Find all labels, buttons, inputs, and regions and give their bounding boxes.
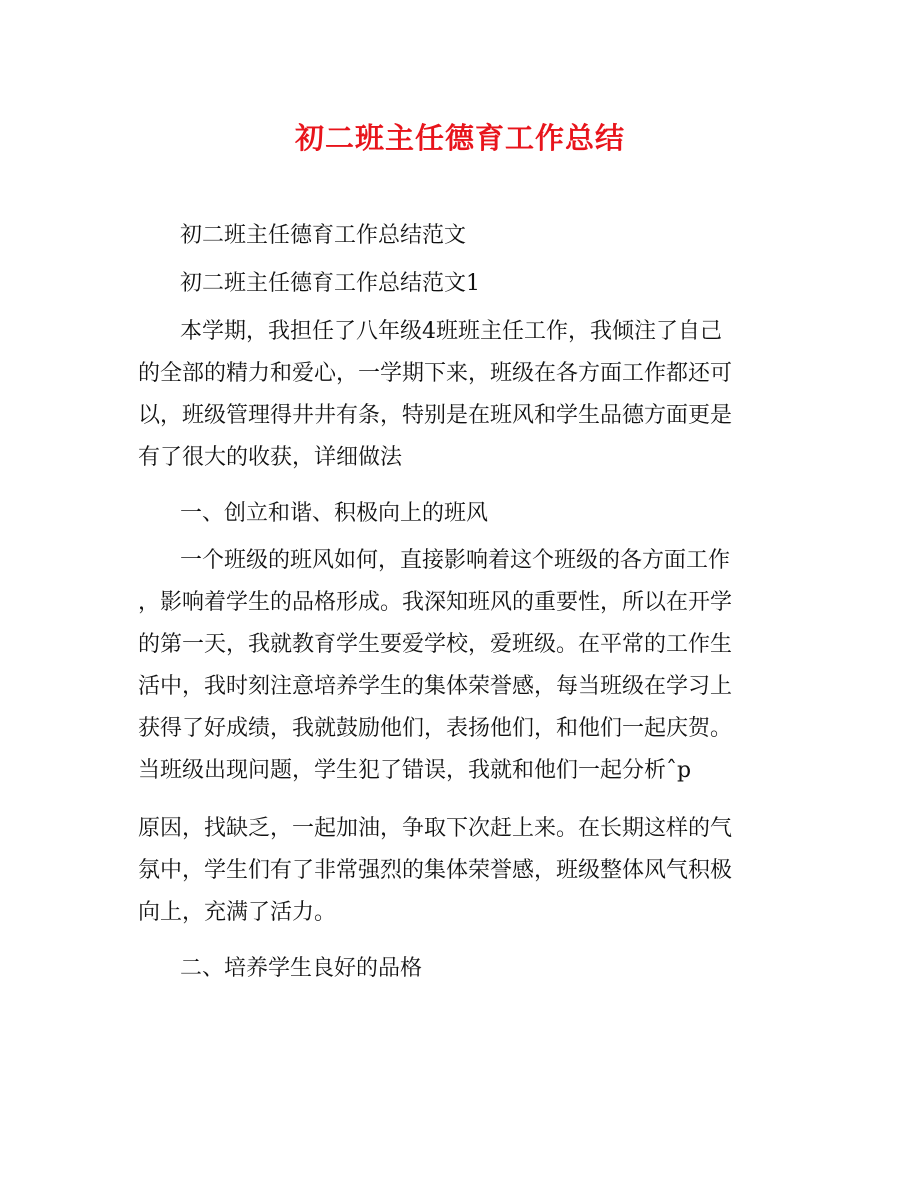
paragraph-line: 获得了好成绩，我就鼓励他们，表扬他们，和他们一起庆贺。 [138,716,733,741]
section-heading: 一、创立和谐、积极向上的班风 [180,501,489,526]
paragraph-line: 当班级出现问题，学生犯了错误，我就和他们一起分析ˆp [138,758,692,783]
paragraph-line: 的第一天，我就教育学生要爱学校，爱班级。在平常的工作生 [138,632,733,657]
paragraph-line: 本学期，我担任了八年级4班班主任工作，我倾注了自己 [180,319,722,344]
paragraph-line: 有了很大的收获，详细做法 [138,445,403,470]
paragraph-line: 以，班级管理得井井有条，特别是在班风和学生品德方面更是 [138,403,733,428]
section-heading: 初二班主任德育工作总结范文1 [180,271,480,296]
paragraph-line: 氛中，学生们有了非常强烈的集体荣誉感，班级整体风气积极 [138,858,733,883]
paragraph-line: 原因，找缺乏，一起加油，争取下次赶上来。在长期这样的气 [138,816,733,841]
paragraph-line: ，影响着学生的品格形成。我深知班风的重要性，所以在开学 [138,590,733,615]
paragraph-line: 向上，充满了活力。 [138,900,337,925]
document-title: 初二班主任德育工作总结 [294,121,625,155]
subtitle-line: 初二班主任德育工作总结范文 [180,223,467,248]
paragraph-line: 的全部的精力和爱心，一学期下来，班级在各方面工作都还可 [138,361,733,386]
paragraph-line: 活中，我时刻注意培养学生的集体荣誉感，每当班级在学习上 [138,674,733,699]
section-heading: 二、培养学生良好的品格 [180,956,423,981]
paragraph-line: 一个班级的班风如何，直接影响着这个班级的各方面工作 [180,548,731,573]
